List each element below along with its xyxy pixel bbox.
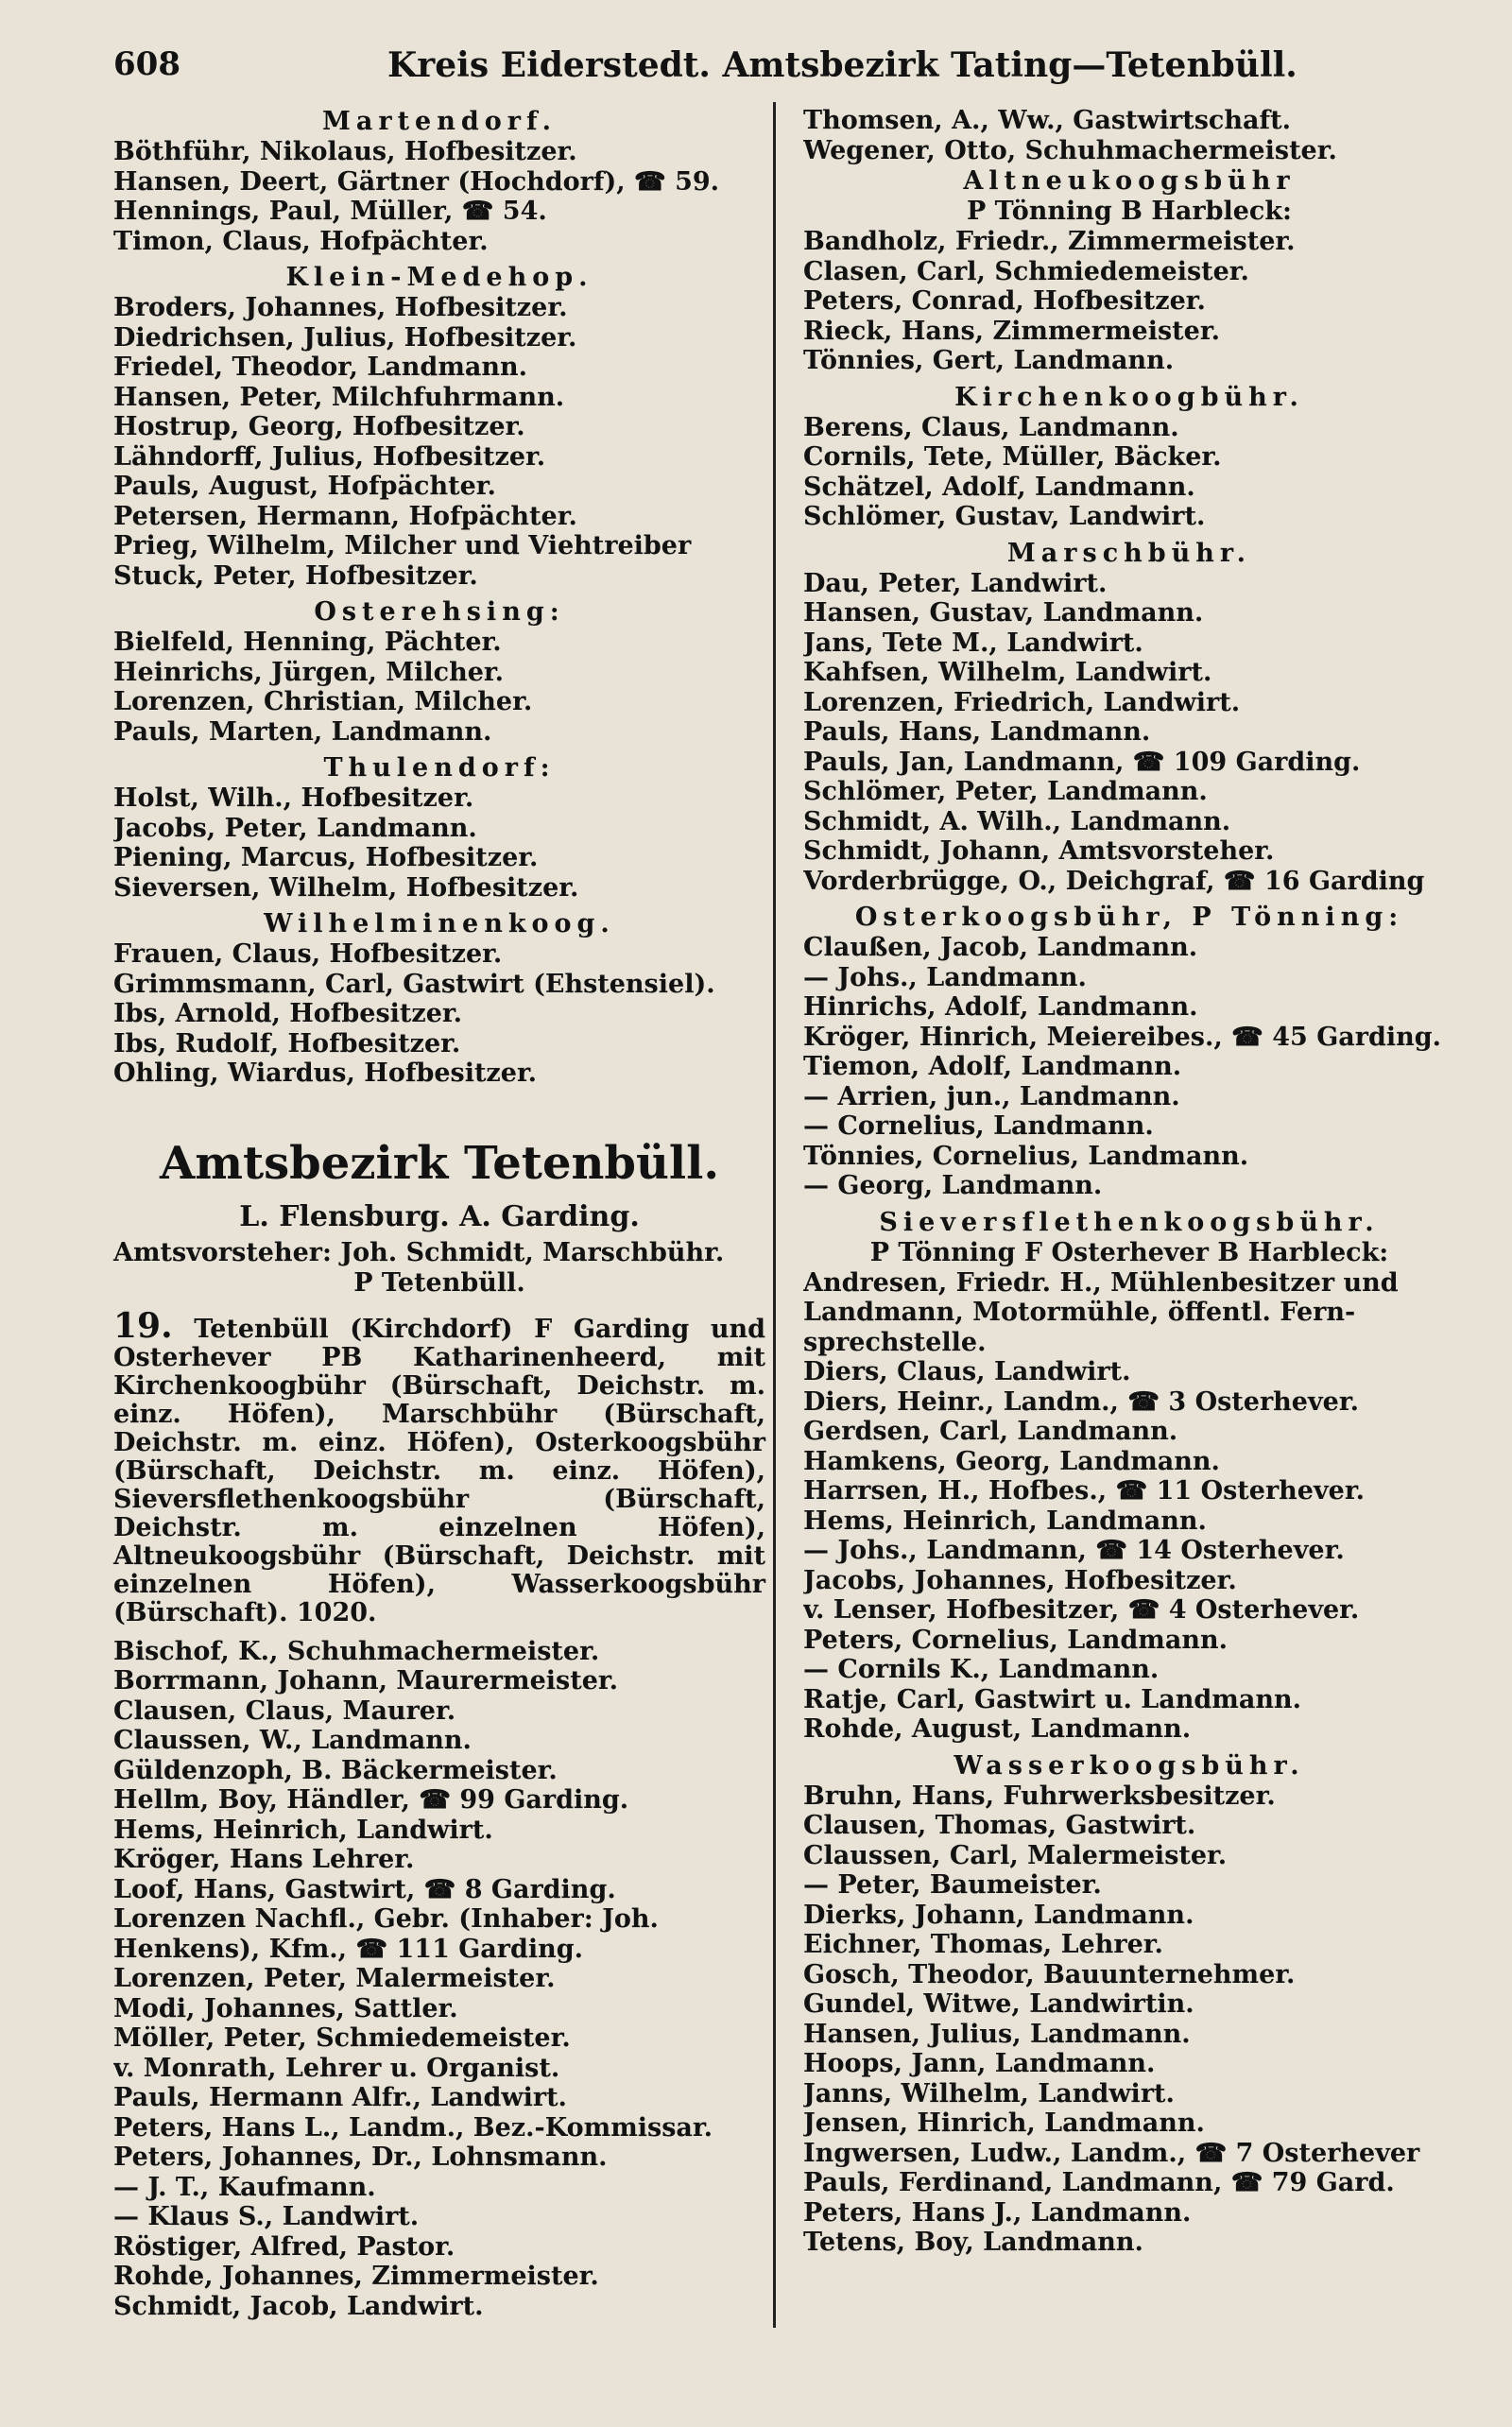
locality-section <box>803 165 1455 376</box>
directory-entry: Gundel, Witwe, Landwirtin. <box>803 1989 1194 2019</box>
directory-entry: — Johs., Landmann, ☎ 14 Osterhever. <box>803 1536 1345 1565</box>
directory-entry: Peters, Hans L., Landm., Bez.-Kommissar. <box>113 2112 713 2143</box>
directory-entry: Hellm, Boy, Händler, ☎ 99 Garding. <box>113 1785 629 1815</box>
directory-entry: Kröger, Hans Lehrer. <box>113 1845 415 1874</box>
directory-entry: Vorderbrügge, O., Deichgraf, ☎ 16 Garding <box>803 866 1425 896</box>
directory-entry: Peters, Johannes, Dr., Lohnsmann. <box>113 2143 608 2172</box>
directory-entry: — Klaus S., Landwirt. <box>113 2202 420 2231</box>
section-heading: Marschbühr. <box>1006 538 1252 568</box>
district-official: Amtsvorsteher: Joh. Schmidt, Marschbühr. <box>113 1237 725 1267</box>
directory-entry: Piening, Marcus, Hofbesitzer. <box>113 843 539 872</box>
directory-entry: Berens, Claus, Landmann. <box>803 412 1179 442</box>
section-heading: Kirchenkoogbühr. <box>954 382 1304 412</box>
section-heading: Osterehsing: <box>314 597 565 627</box>
directory-entry: Lorenzen, Friedrich, Landwirt. <box>803 687 1241 717</box>
locality-section <box>113 596 765 747</box>
directory-entry: Kröger, Hinrich, Meiereibes., ☎ 45 Garding. <box>803 1022 1442 1052</box>
district-title: Amtsbezirk Tetenbüll. <box>159 1136 720 1190</box>
directory-entry: — Arrien, jun., Landmann. <box>803 1081 1180 1111</box>
directory-entry: Ibs, Arnold, Hofbesitzer. <box>113 999 463 1028</box>
page-number: 608 <box>113 45 180 83</box>
directory-entry: Jacobs, Johannes, Hofbesitzer. <box>803 1565 1237 1595</box>
directory-entry: Peters, Hans J., Landmann. <box>803 2197 1192 2228</box>
directory-entry: Prieg, Wilhelm, Milcher und Viehtreiber <box>113 531 692 560</box>
directory-entry: Lorenzen, Peter, Malermeister. <box>113 1964 556 1993</box>
directory-entry: Peters, Cornelius, Landmann. <box>803 1625 1228 1655</box>
directory-entry: — Johs., Landmann. <box>803 962 1087 992</box>
directory-entry: Hamkens, Georg, Landmann. <box>803 1446 1220 1476</box>
directory-entry: Böthführ, Nikolaus, Hofbesitzer. <box>113 137 577 166</box>
directory-entry: Tetens, Boy, Landmann. <box>803 2228 1143 2257</box>
locality-section <box>113 106 765 256</box>
directory-entry: Tönnies, Cornelius, Landmann. <box>803 1141 1249 1171</box>
directory-entry: Bischof, K., Schuhmachermeister. <box>113 1636 600 1666</box>
directory-entry: Schlömer, Gustav, Landwirt. <box>803 502 1206 531</box>
directory-entry: — Peter, Baumeister. <box>803 1870 1102 1900</box>
directory-entry: Lorenzen, Christian, Milcher. <box>113 687 533 716</box>
right-column <box>803 106 1455 2263</box>
directory-entry: Ingwersen, Ludw., Landm., ☎ 7 Osterhever <box>803 2138 1420 2168</box>
locality-section <box>803 902 1455 1201</box>
locality-number: 19. <box>113 1305 173 1346</box>
directory-entry: Lähndorff, Julius, Hofbesitzer. <box>113 441 546 472</box>
locality-section <box>803 538 1455 897</box>
directory-entry: Diers, Claus, Landwirt. <box>803 1357 1131 1386</box>
district-subtitle: L. Flensburg. A. Garding. <box>239 1199 640 1233</box>
directory-entry: Clausen, Claus, Maurer. <box>113 1695 456 1726</box>
section-subheading: P Tönning F Osterhever B Harbleck: <box>869 1237 1389 1267</box>
directory-entry: Gosch, Theodor, Bauunternehmer. <box>803 1959 1296 1989</box>
directory-entry: Claußen, Jacob, Landmann. <box>803 933 1198 962</box>
directory-entry: Wegener, Otto, Schuhmachermeister. <box>803 135 1337 165</box>
locality-section <box>113 262 765 591</box>
directory-entry: Schätzel, Adolf, Landmann. <box>803 472 1195 502</box>
directory-entry: Kahfsen, Wilhelm, Landwirt. <box>803 658 1212 687</box>
directory-entry: Hems, Heinrich, Landwirt. <box>113 1815 493 1845</box>
directory-entry: Hansen, Peter, Milchfuhrmann. <box>113 382 565 412</box>
directory-entry: Pauls, Jan, Landmann, ☎ 109 Garding. <box>803 747 1361 777</box>
directory-entry: Hoops, Jann, Landmann. <box>803 2049 1156 2078</box>
locality-section <box>803 382 1455 532</box>
section-heading: Wasserkoogsbühr. <box>954 1750 1305 1781</box>
directory-entry: Friedel, Theodor, Landmann. <box>113 353 528 382</box>
directory-entry: Ohling, Wiardus, Hofbesitzer. <box>113 1059 538 1088</box>
directory-entry: Harrsen, H., Hofbes., ☎ 11 Osterhever. <box>803 1476 1365 1506</box>
locality-description <box>113 1305 765 1627</box>
directory-entry: Schmidt, Jacob, Landwirt. <box>113 2291 484 2321</box>
directory-entry: Tönnies, Gert, Landmann. <box>803 346 1175 375</box>
directory-entry: Ratje, Carl, Gastwirt u. Landmann. <box>803 1684 1302 1714</box>
directory-entry: Stuck, Peter, Hofbesitzer. <box>113 560 478 591</box>
locality-section <box>113 908 765 1089</box>
directory-entry: sprechstelle. <box>803 1327 987 1357</box>
directory-entry: Pauls, August, Hofpächter. <box>113 472 496 501</box>
directory-entry: Jensen, Hinrich, Landmann. <box>803 2109 1205 2138</box>
directory-entry: Rieck, Hans, Zimmermeister. <box>803 316 1220 346</box>
directory-entry: Güldenzoph, B. Bäckermeister. <box>113 1755 558 1785</box>
directory-entry: Janns, Wilhelm, Landwirt. <box>803 2078 1175 2109</box>
section-subheading: P Tönning B Harbleck: <box>966 197 1293 226</box>
directory-entry: Pauls, Hermann Alfr., Landwirt. <box>113 2083 567 2112</box>
directory-entry: Borrmann, Johann, Maurermeister. <box>113 1666 619 1695</box>
directory-entry: Hinrichs, Adolf, Landmann. <box>803 992 1198 1022</box>
directory-entry: Schmidt, A. Wilh., Landmann. <box>803 806 1231 836</box>
directory-entry: Petersen, Hermann, Hofpächter. <box>113 501 577 531</box>
directory-entry: Pauls, Marten, Landmann. <box>113 716 492 747</box>
directory-entry: Frauen, Claus, Hofbesitzer. <box>113 939 503 969</box>
section-heading: Sieversflethenkoogsbühr. <box>879 1207 1380 1237</box>
directory-entry: Hansen, Deert, Gärtner (Hochdorf), ☎ 59. <box>113 166 720 197</box>
directory-entry: Claussen, Carl, Malermeister. <box>803 1840 1228 1870</box>
column-divider <box>773 102 776 2328</box>
locality-section <box>113 752 765 903</box>
directory-entry: Hennings, Paul, Müller, ☎ 54. <box>113 197 547 226</box>
directory-entry: v. Lenser, Hofbesitzer, ☎ 4 Osterhever. <box>803 1595 1360 1625</box>
directory-entry: Claussen, W., Landmann. <box>113 1726 472 1755</box>
directory-entry: Rohde, Johannes, Zimmermeister. <box>113 2262 599 2291</box>
directory-entry: — Cornils K., Landmann. <box>803 1655 1160 1684</box>
directory-entry: Pauls, Ferdinand, Landmann, ☎ 79 Gard. <box>803 2168 1395 2197</box>
directory-entry: Pauls, Hans, Landmann. <box>803 717 1151 747</box>
directory-entry: Eichner, Thomas, Lehrer. <box>803 1930 1163 1959</box>
section-heading: Altneukoogsbühr <box>963 166 1296 196</box>
directory-entry: Dierks, Johann, Landmann. <box>803 1900 1194 1930</box>
directory-entry: Andresen, Friedr. H., Mühlenbesitzer und <box>803 1267 1399 1298</box>
directory-entry: Loof, Hans, Gastwirt, ☎ 8 Garding. <box>113 1874 616 1904</box>
directory-entry: Röstiger, Alfred, Pastor. <box>113 2231 455 2262</box>
directory-entry: Jacobs, Peter, Landmann. <box>113 813 477 843</box>
section-heading: Martendorf. <box>321 107 558 136</box>
locality-text: Tetenbüll (Kirchdorf) F Garding und Osterhever PB Katharinenheerd, mit Kirchenkoogbühr (Bürschaft, Deichstr. m. einz. Höfen), Marschbühr (Bürschaft, Deichstr. m. einz. Höfen), Osterkoogsbühr (Bürschaft, Deichstr. m. einz. Höfen), Sieversflethenkoogsbühr (Bürschaft, Deichstr. m. einzelnen Höfen), Altneukoogsbühr (Bürschaft, Deichstr. mit einzelnen Höfen), Wasserkoogsbühr (Bürschaft). 1020. <box>113 1314 765 1627</box>
directory-entry: Timon, Claus, Hofpächter. <box>113 226 489 256</box>
directory-entry: Holst, Wilh., Hofbesitzer. <box>113 783 474 813</box>
directory-entry: — J. T., Kaufmann. <box>113 2172 376 2202</box>
directory-entry: Ibs, Rudolf, Hofbesitzer. <box>113 1028 461 1059</box>
directory-entry: Bruhn, Hans, Fuhrwerksbesitzer. <box>803 1781 1276 1811</box>
directory-entry: Sieversen, Wilhelm, Hofbesitzer. <box>113 872 579 903</box>
directory-entry: Hansen, Julius, Landmann. <box>803 2019 1191 2049</box>
directory-entry: Peters, Conrad, Hofbesitzer. <box>803 286 1206 316</box>
locality-section <box>803 1207 1455 1745</box>
directory-entry: Jans, Tete M., Landwirt. <box>803 628 1143 658</box>
directory-entry: Broders, Johannes, Hofbesitzer. <box>113 293 568 322</box>
directory-entry: Cornils, Tete, Müller, Bäcker. <box>803 442 1222 472</box>
directory-entry: Dau, Peter, Landwirt. <box>803 568 1108 598</box>
section-heading: Klein-Medehop. <box>285 263 593 292</box>
directory-entry: Hems, Heinrich, Landmann. <box>803 1506 1207 1536</box>
directory-entry: Lorenzen Nachfl., Gebr. (Inhaber: Joh. <box>113 1904 659 1934</box>
directory-entry: Hansen, Gustav, Landmann. <box>803 598 1204 628</box>
directory-entry: Diers, Heinr., Landm., ☎ 3 Osterhever. <box>803 1386 1359 1417</box>
directory-entry: Hostrup, Georg, Hofbesitzer. <box>113 412 525 441</box>
directory-entry: Tiemon, Adolf, Landmann. <box>803 1052 1182 1081</box>
directory-entry: Clausen, Thomas, Gastwirt. <box>803 1811 1196 1840</box>
directory-entry: Gerdsen, Carl, Landmann. <box>803 1417 1178 1446</box>
directory-entry: Henkens), Kfm., ☎ 111 Garding. <box>113 1934 584 1964</box>
page-header <box>113 45 1418 93</box>
directory-entry: Schmidt, Johann, Amtsvorsteher. <box>803 836 1275 866</box>
directory-entry: Möller, Peter, Schmiedemeister. <box>113 2023 571 2053</box>
directory-entry: Schlömer, Peter, Landmann. <box>803 777 1208 806</box>
directory-entry: Modi, Johannes, Sattler. <box>113 1993 458 2023</box>
directory-entry: Diedrichsen, Julius, Hofbesitzer. <box>113 322 577 353</box>
directory-entry: — Georg, Landmann. <box>803 1171 1103 1200</box>
directory-entry: Bandholz, Friedr., Zimmermeister. <box>803 227 1296 256</box>
directory-entry: Thomsen, A., Ww., Gastwirtschaft. <box>803 106 1291 135</box>
directory-entry: Bielfeld, Henning, Pächter. <box>113 628 502 657</box>
directory-entry: Grimmsmann, Carl, Gastwirt (Ehstensiel). <box>113 969 715 999</box>
directory-entry: Clasen, Carl, Schmiedemeister. <box>803 256 1249 286</box>
section-heading: Osterkoogsbühr, P Tönning: <box>854 903 1404 932</box>
directory-entry: v. Monrath, Lehrer u. Organist. <box>113 2053 560 2083</box>
district-post: P Tetenbüll. <box>353 1267 525 1298</box>
directory-entry: Landmann, Motormühle, öffentl. Fern- <box>803 1298 1356 1327</box>
running-title: Kreis Eiderstedt. Amtsbezirk Tating—Tetenbüll. <box>387 45 1297 85</box>
directory-entry: — Cornelius, Landmann. <box>803 1111 1154 1141</box>
left-column <box>113 106 765 2321</box>
locality-section <box>803 1750 1455 2258</box>
section-heading: Wilhelminenkoog. <box>264 909 615 938</box>
section-heading: Thulendorf: <box>323 753 556 783</box>
directory-entry: Rohde, August, Landmann. <box>803 1714 1192 1744</box>
directory-entry: Heinrichs, Jürgen, Milcher. <box>113 657 505 687</box>
